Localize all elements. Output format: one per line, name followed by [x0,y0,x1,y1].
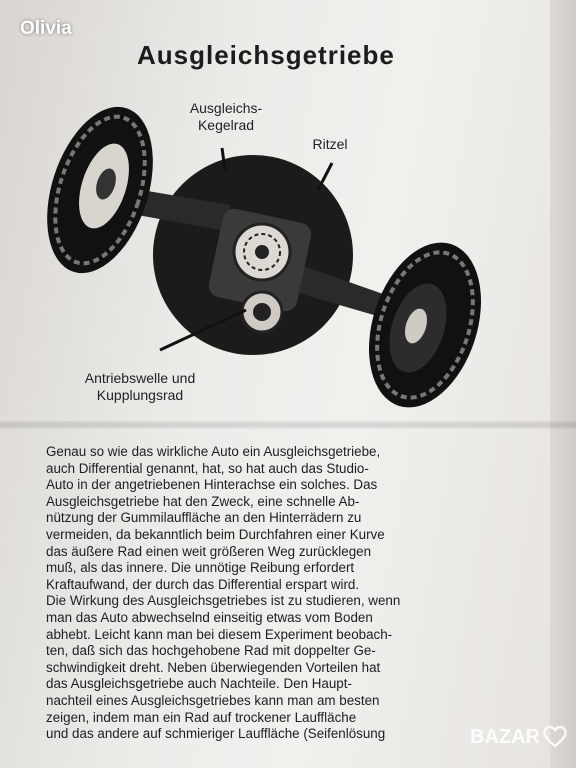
text-line: vermeiden, da bekanntlich beim Durchfahren einer Kurve [46,526,385,542]
text-line: Auto in der angetriebenen Hinterachse ein solches. Das [46,477,378,493]
text-line: das Ausgleichsgetriebe auch Nachteile. Den Haupt- [46,676,352,692]
text-line: und das andere auf schmieriger Lauffläche (Seifenlösung [46,726,386,742]
label-ritzel: Ritzel [312,136,348,152]
text-line: schwindigkeit dreht. Neben überwiegenden Vorteilen hat [46,659,381,675]
body-paragraph [46,444,512,743]
text-line: abhebt. Leicht kann man bei diesem Experiment beobach- [46,626,393,642]
text-line: nachteil eines Ausgleichsgetriebes kann man am besten [46,692,380,708]
label-antriebswelle: Antriebswelle und Kupplungsrad [84,370,196,403]
text-line: muß, als das innere. Die unnötige Reibung erfordert [46,560,355,576]
text-line: man das Auto abwechselnd einseitig etwas vom Boden [46,609,373,625]
watermark [470,720,570,760]
page-title: Ausgleichsgetriebe [137,40,395,70]
text-line: Ausgleichsgetriebe hat den Zweck, eine schnelle Ab- [46,493,360,509]
watermark-text: BAZAR [470,726,540,748]
text-line: ten, daß sich das hochgehobene Rad mit doppelter Ge- [46,643,376,659]
text-line: auch Differential genannt, hat, so hat auch das Studio- [46,460,369,476]
text-line: Genau so wie das wirkliche Auto ein Ausgleichsgetriebe, [46,444,381,459]
right-tire [349,228,500,422]
user-name: Olivia [20,18,72,39]
text-line: nützung der Gummilauffläche an den Hinterrädern zu [46,510,362,526]
text-line: das äußere Rad einen weit größeren Weg zurücklegen [46,543,372,559]
heart-hand-icon [542,724,568,748]
text-line: Die Wirkung des Ausgleichsgetriebes ist zu studieren, wenn [46,593,401,609]
text-line: Kraftaufwand, der durch das Differential erspart wird. [46,576,360,592]
label-ausgleichs-kegelrad: Ausgleichs- Kegelrad [189,100,263,133]
text-line: zeigen, indem man ein Rad auf trockener Lauffläche [46,709,357,725]
left-tire [28,93,172,286]
